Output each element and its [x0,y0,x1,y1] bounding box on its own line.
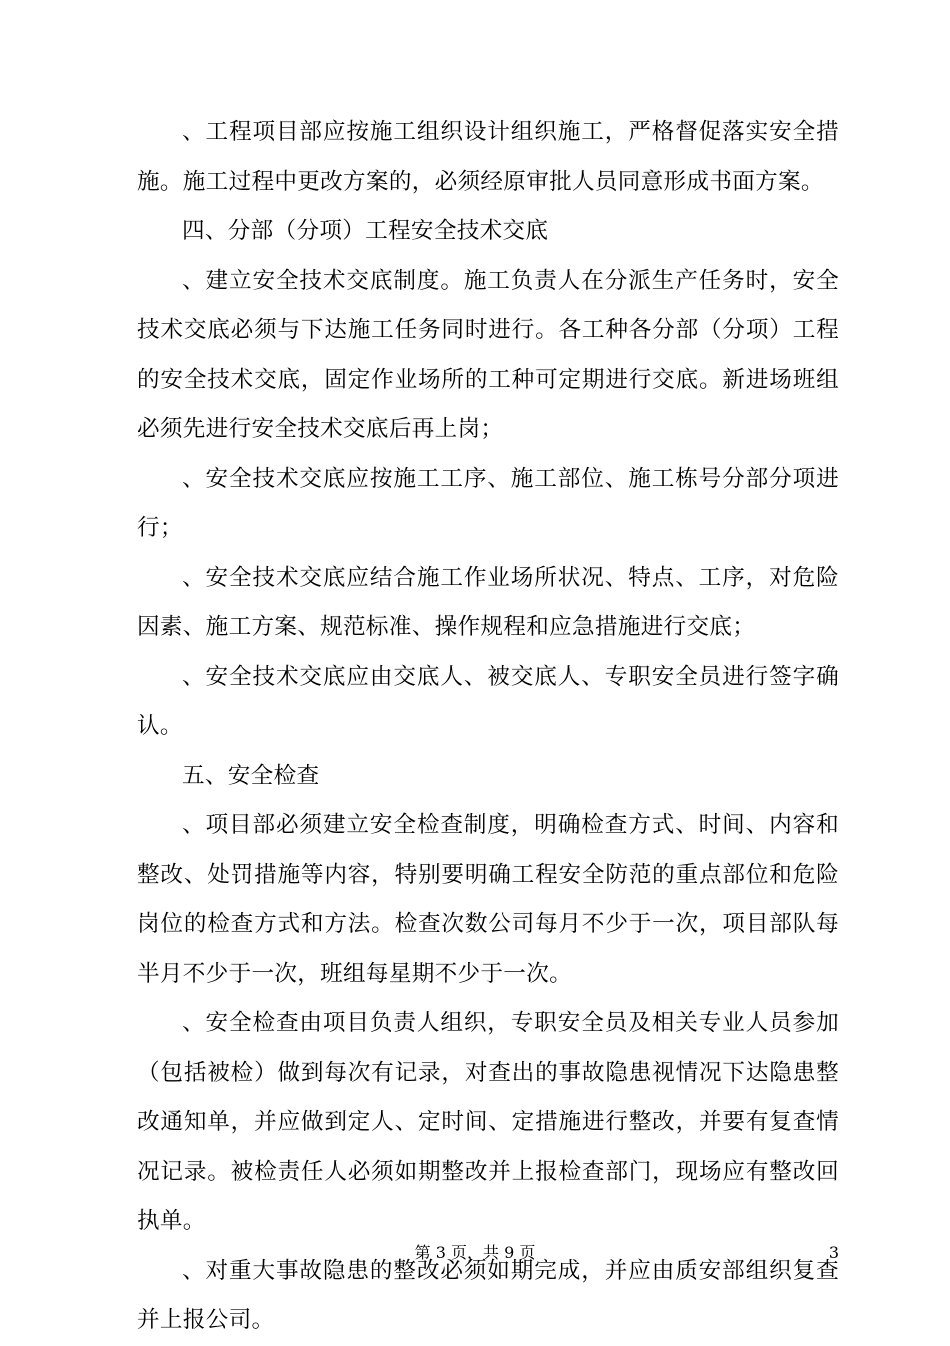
paragraph-project-construction: 、工程项目部应按施工组织设计组织施工，严格督促落实安全措施。施工过程中更改方案的，必须经原审批人员同意形成书面方案。 [137,119,839,195]
paragraph-disclosure-content: 、安全技术交底应结合施工作业场所状况、特点、工序，对危险因素、施工方案、规范标准、操作规程和应急措施进行交底； [137,564,839,640]
page-indicator: 第 3 页，共 9 页 [414,1243,536,1262]
paragraph-major-hazard: 、对重大事故隐患的整改必须如期完成，并应由质安部组织复查并上报公司。 [137,1257,839,1333]
paragraph-inspection-system: 、项目部必须建立安全检查制度，明确检查方式、时间、内容和整改、处罚措施等内容，特别要明确工程安全防范的重点部位和危险岗位的检查方式和方法。检查次数公司每月不少于一次，项目部队每半月不少于一次，班组每星期不少于一次。 [137,812,839,987]
paragraph-disclosure-signature: 、安全技术交底应由交底人、被交底人、专职安全员进行签字确认。 [137,663,839,739]
document-body [137,108,839,1346]
paragraph-disclosure-system: 、建立安全技术交底制度。施工负责人在分派生产任务时，安全技术交底必须与下达施工任务同时进行。各工种各分部（分项）工程的安全技术交底，固定作业场所的工种可定期进行交底。新进场班组必须先进行安全技术交底后再上岗； [137,267,839,442]
section-heading-4: 四、分部（分项）工程安全技术交底 [182,218,549,244]
section-heading-5: 五、安全检查 [182,762,320,789]
paragraph-disclosure-by-process: 、安全技术交底应按施工工序、施工部位、施工栋号分部分项进行； [137,465,839,541]
page-number: 3 [828,1243,839,1262]
paragraph-inspection-organization: 、安全检查由项目负责人组织，专职安全员及相关专业人员参加（包括被检）做到每次有记录，对查出的事故隐患视情况下达隐患整改通知单，并应做到定人、定时间、定措施进行整改，并要有复查情况记录。被检责任人必须如期整改并上报检查部门，现场应有整改回执单。 [137,1010,839,1234]
